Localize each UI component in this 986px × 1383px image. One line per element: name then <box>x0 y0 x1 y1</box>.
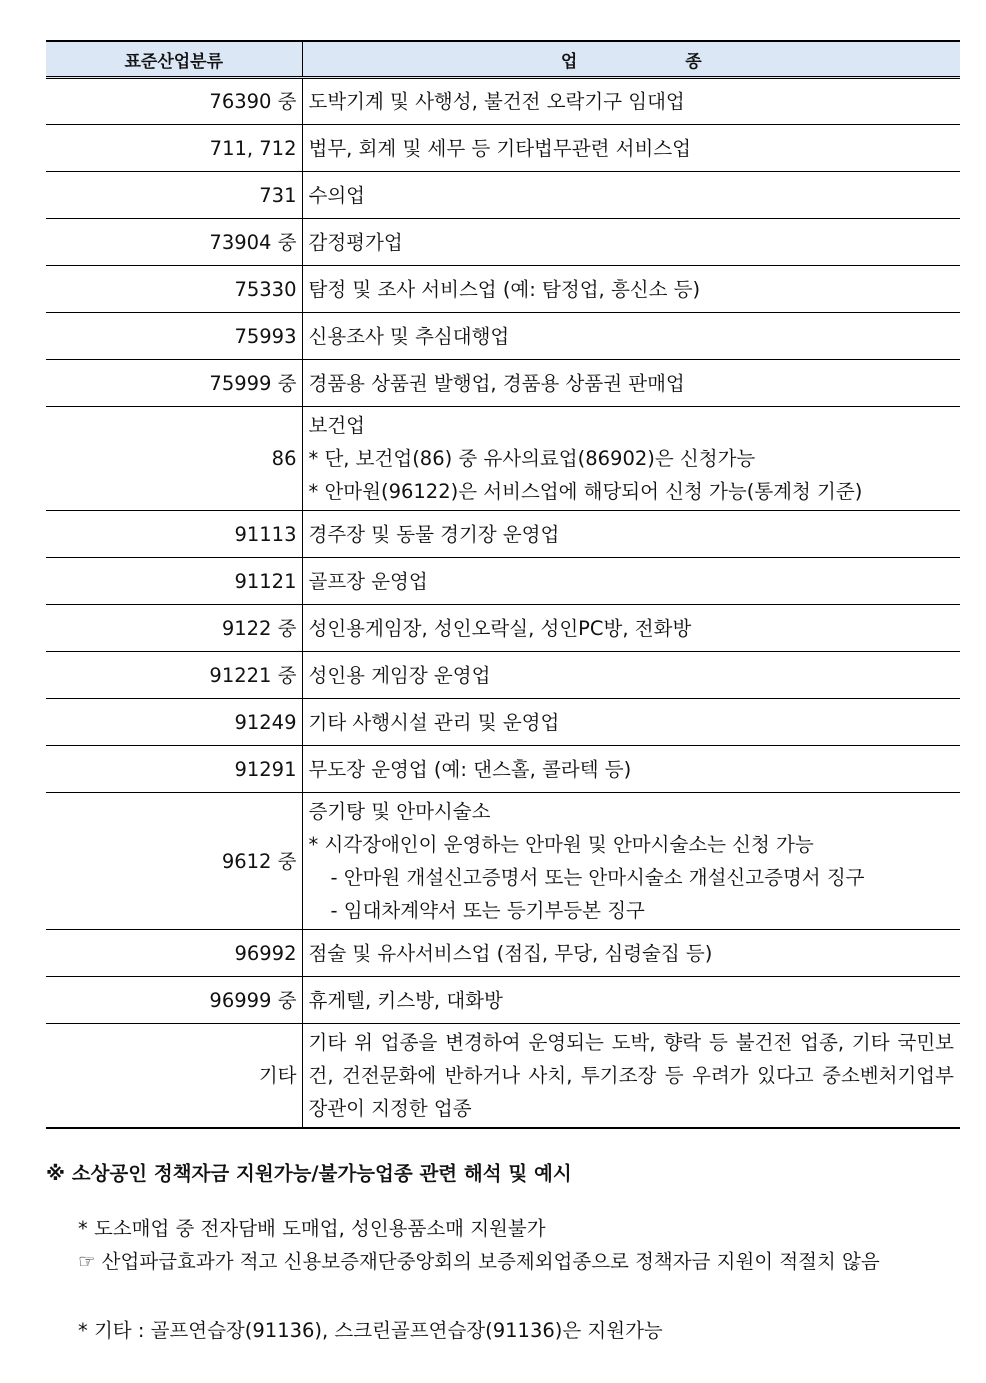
row-desc <box>302 605 960 652</box>
row-desc <box>302 78 960 125</box>
notes-title: ※ 소상공인 정책자금 지원가능/불가능업종 관련 해석 및 예시 <box>46 1162 572 1185</box>
row-desc-line: 골프장 운영업 <box>308 569 428 593</box>
row-desc <box>302 125 960 172</box>
row-desc-line: 도박기계 및 사행성, 불건전 오락기구 임대업 <box>308 90 685 113</box>
row-code: 75993 <box>46 313 302 360</box>
row-code: 9612 중 <box>46 793 302 930</box>
row-code: 기타 <box>46 1024 302 1128</box>
table-row <box>46 746 960 793</box>
row-desc <box>302 511 960 558</box>
row-desc <box>302 746 960 793</box>
notes-section <box>46 1158 960 1342</box>
row-code: 711, 712 <box>46 125 302 172</box>
row-desc-line: 탐정 및 조사 서비스업 (예: 탐정업, 흥신소 등) <box>308 277 701 301</box>
table-row <box>46 977 960 1024</box>
row-code: 86 <box>46 407 302 511</box>
table-row <box>46 78 960 125</box>
row-desc <box>302 930 960 977</box>
row-desc <box>302 360 960 407</box>
row-desc-paragraph: 기타 위 업종을 변경하여 운영되는 도박, 향락 등 불건전 업종, 기타 국민보건, 건전문화에 반하거나 사치, 투기조장 등 우려가 있다고 중소벤처기업부 장관이 지정한 업종 <box>308 1030 954 1120</box>
industry-exclusion-table <box>46 40 960 1129</box>
row-desc-subnote: - 임대차계약서 또는 등기부등본 징구 <box>330 899 645 922</box>
table-row <box>46 1024 960 1128</box>
row-desc <box>302 793 960 930</box>
row-desc-note: * 안마원(96122)은 서비스업에 해당되어 신청 가능(통계청 기준) <box>308 480 863 503</box>
row-code: 76390 중 <box>46 78 302 125</box>
row-code: 91113 <box>46 511 302 558</box>
row-desc-line: 수의업 <box>308 183 366 207</box>
row-desc <box>302 558 960 605</box>
table-row <box>46 360 960 407</box>
table-row <box>46 605 960 652</box>
row-desc-line: 증기탕 및 안마시술소 <box>308 800 491 823</box>
row-desc-line: 무도장 운영업 (예: 댄스홀, 콜라텍 등) <box>308 757 632 781</box>
header-industry-type-b: 종 <box>685 51 702 72</box>
row-desc-line: 감정평가업 <box>308 230 403 254</box>
row-desc-line: 경주장 및 동물 경기장 운영업 <box>308 522 560 546</box>
row-desc-note: * 단, 보건업(86) 중 유사의료업(86902)은 신청가능 <box>308 447 756 470</box>
row-desc-subnote: - 안마원 개설신고증명서 또는 안마시술소 개설신고증명서 징구 <box>330 866 865 889</box>
row-code: 91291 <box>46 746 302 793</box>
header-industry-type <box>302 41 960 78</box>
row-desc <box>302 977 960 1024</box>
row-desc <box>302 699 960 746</box>
row-code: 9122 중 <box>46 605 302 652</box>
row-desc-line: 점술 및 유사서비스업 (점집, 무당, 심령술집 등) <box>308 941 713 965</box>
row-desc <box>302 313 960 360</box>
header-industry-type-a: 업 <box>560 51 578 72</box>
notes-item: ☞ 산업파급효과가 적고 신용보증재단중앙회의 보증제외업종으로 정책자금 지원이 적절치 않음 <box>78 1250 880 1273</box>
table-row <box>46 511 960 558</box>
row-desc <box>302 219 960 266</box>
row-desc <box>302 652 960 699</box>
table-row <box>46 652 960 699</box>
table-row <box>46 793 960 930</box>
header-industry-code: 표준산업분류 <box>46 41 302 78</box>
row-code: 91221 중 <box>46 652 302 699</box>
table-row <box>46 125 960 172</box>
table-row <box>46 313 960 360</box>
row-code: 731 <box>46 172 302 219</box>
table-row <box>46 558 960 605</box>
row-desc <box>302 1024 960 1128</box>
row-desc-line: 신용조사 및 추심대행업 <box>308 324 510 348</box>
row-desc-line: 휴게텔, 키스방, 대화방 <box>308 988 503 1012</box>
table-row <box>46 407 960 511</box>
notes-item: * 도소매업 중 전자담배 도매업, 성인용품소매 지원불가 <box>78 1217 546 1240</box>
row-desc-line: 기타 사행시설 관리 및 운영업 <box>308 710 560 734</box>
table-header-row <box>46 41 960 78</box>
row-desc-note: * 시각장애인이 운영하는 안마원 및 안마시술소는 신청 가능 <box>308 833 814 856</box>
row-desc <box>302 407 960 511</box>
row-code: 91249 <box>46 699 302 746</box>
row-code: 91121 <box>46 558 302 605</box>
table-row <box>46 219 960 266</box>
row-desc-line: 보건업 <box>308 414 366 437</box>
row-code: 96999 중 <box>46 977 302 1024</box>
row-code: 75330 <box>46 266 302 313</box>
table-row <box>46 172 960 219</box>
row-code: 96992 <box>46 930 302 977</box>
notes-item: * 기타 : 골프연습장(91136), 스크린골프연습장(91136)은 지원가능 <box>78 1319 663 1342</box>
row-desc-line: 법무, 회계 및 세무 등 기타법무관련 서비스업 <box>308 136 691 160</box>
row-desc-line: 성인용 게임장 운영업 <box>308 663 491 687</box>
row-desc <box>302 266 960 313</box>
row-code: 73904 중 <box>46 219 302 266</box>
table-row <box>46 266 960 313</box>
table-row <box>46 699 960 746</box>
row-desc-line: 경품용 상품권 발행업, 경품용 상품권 판매업 <box>308 371 685 395</box>
row-desc <box>302 172 960 219</box>
row-code: 75999 중 <box>46 360 302 407</box>
row-desc-line: 성인용게임장, 성인오락실, 성인PC방, 전화방 <box>308 616 692 640</box>
table-row <box>46 930 960 977</box>
